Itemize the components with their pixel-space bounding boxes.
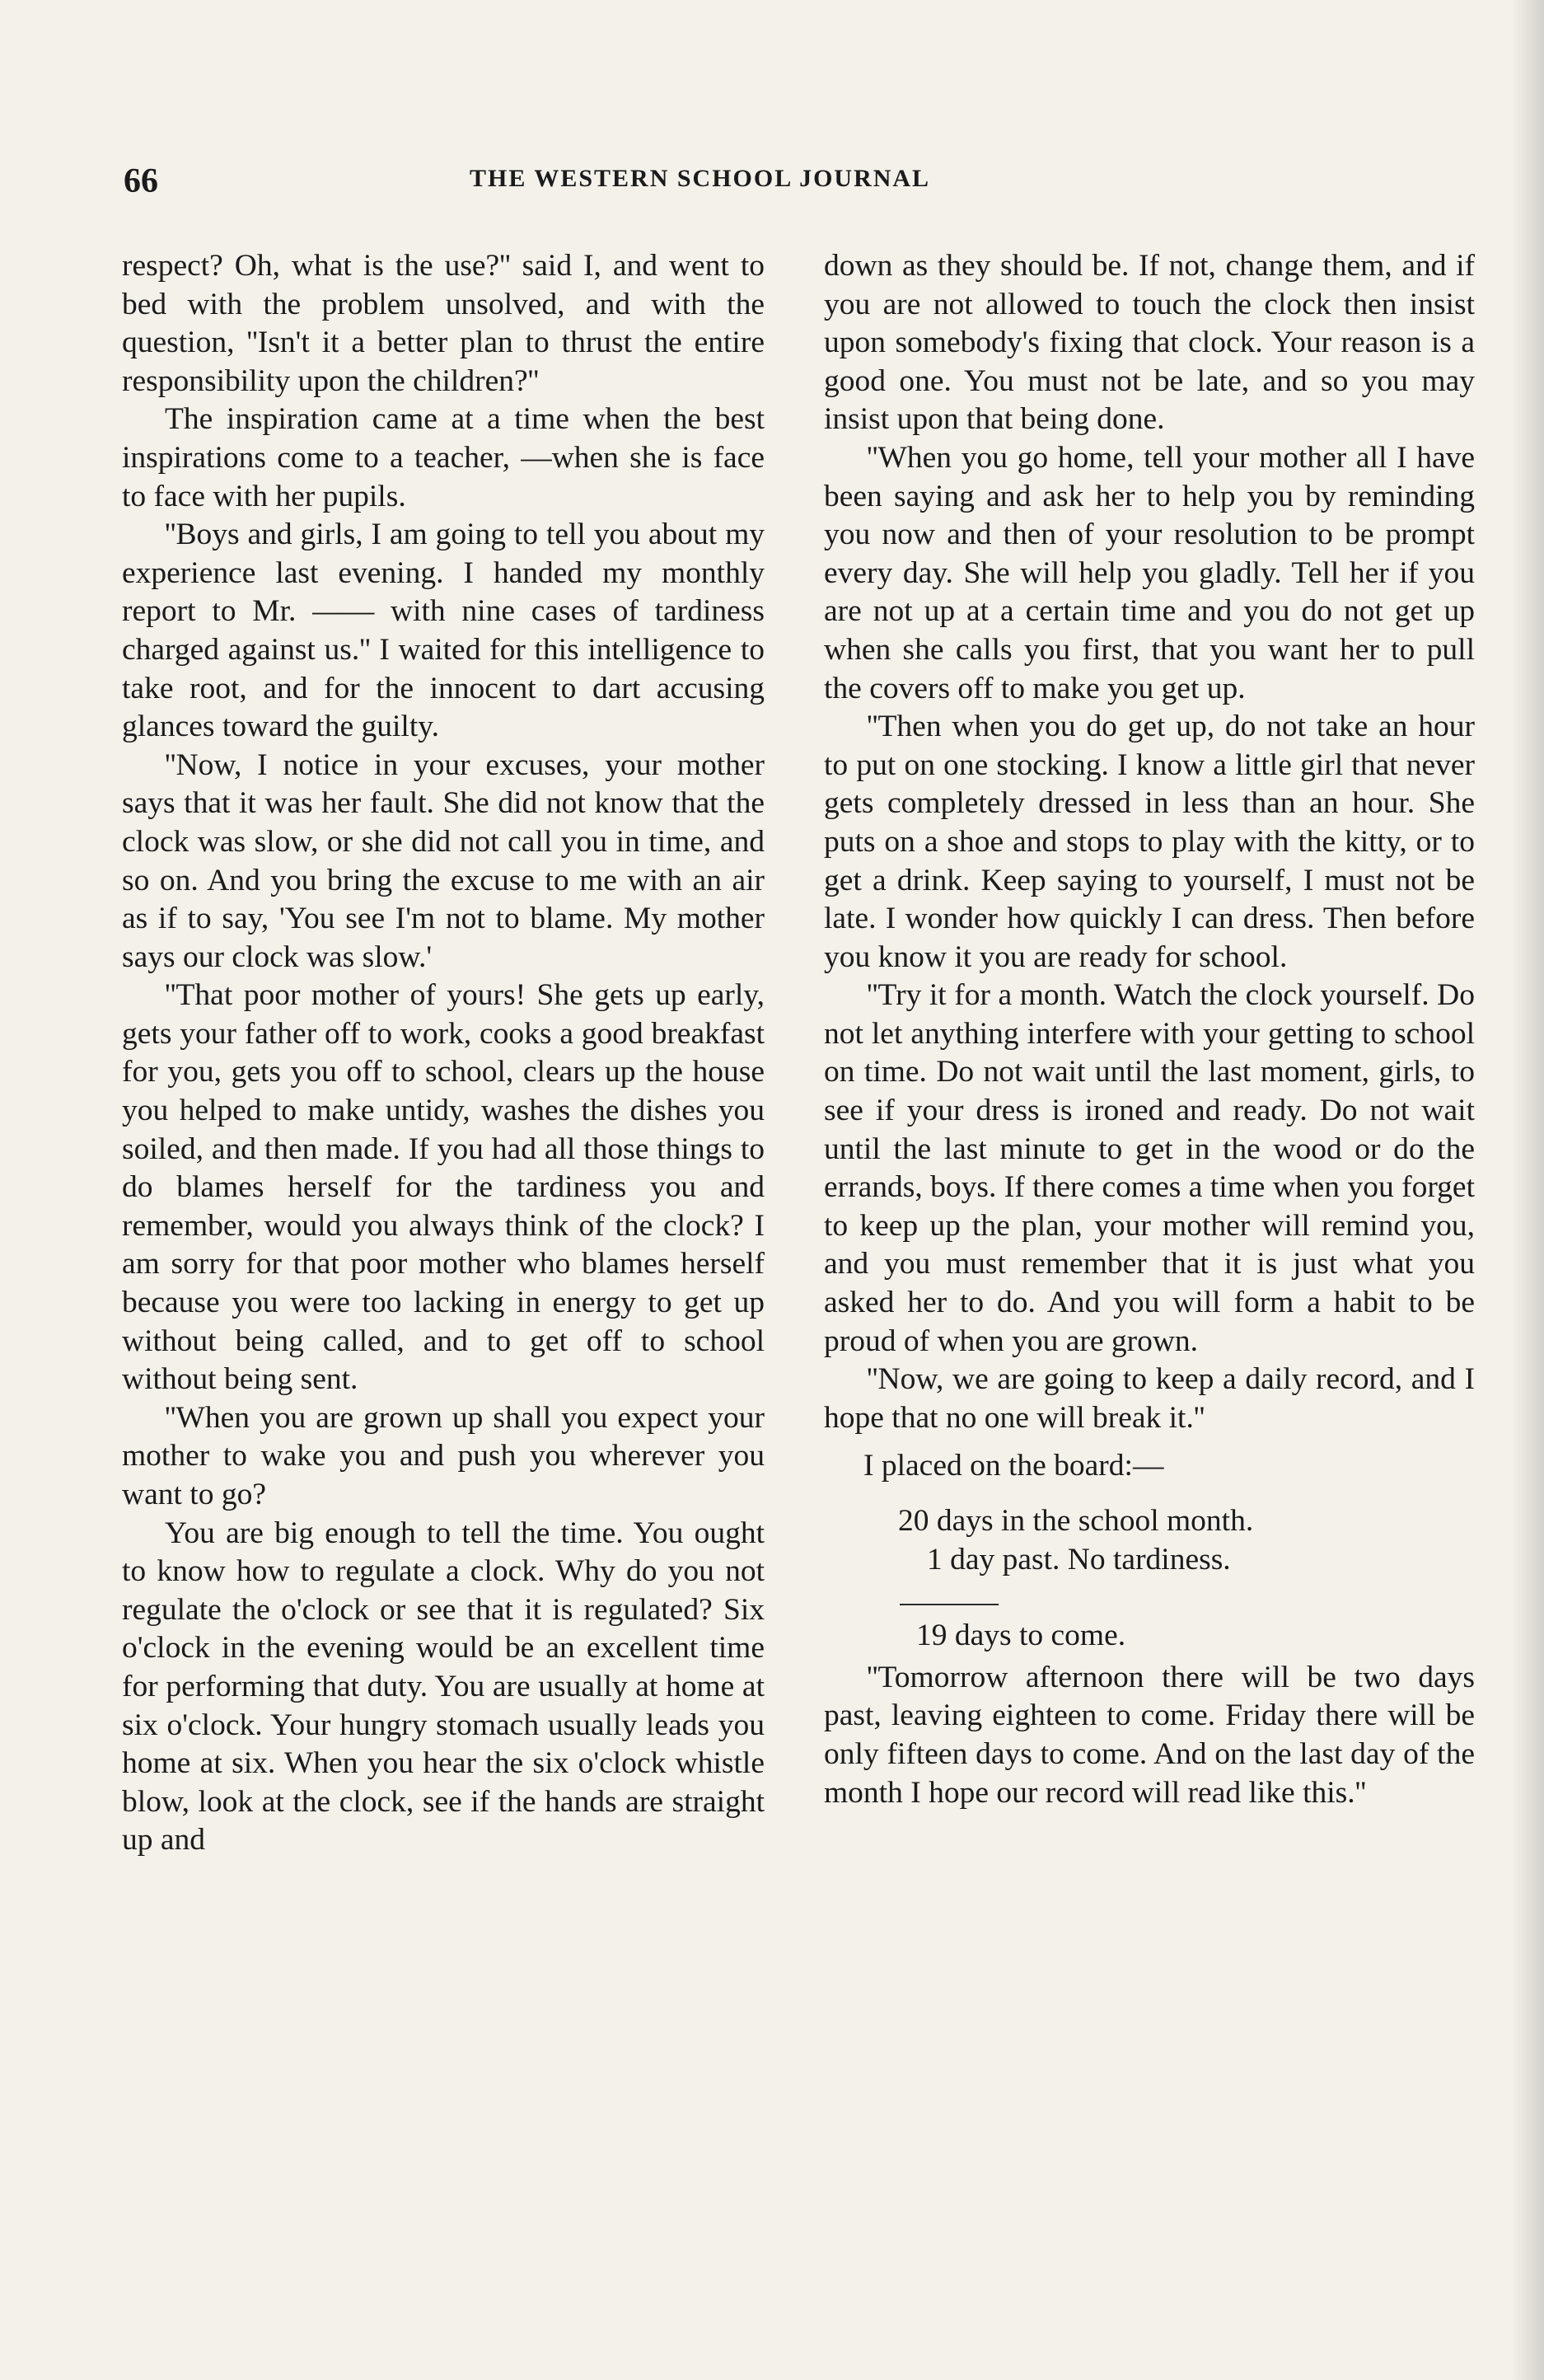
closing-paragraph: ''Tomorrow afternoon there will be two days past, leaving eighteen to come. Friday there will be only fifteen days to come. And on the last day of the month I hope our record will read like this.'' bbox=[824, 1660, 1475, 1810]
board-intro: I placed on the board:— bbox=[863, 1449, 1164, 1483]
page-number: 66 bbox=[124, 162, 158, 200]
paragraph: The inspiration came at a time when the best inspirations come to a teacher, —when she is face to face with her pupils. bbox=[122, 402, 765, 513]
page-edge-shadow bbox=[1511, 0, 1544, 2380]
paragraph: ''Try it for a month. Watch the clock yourself. Do not let anything interfere with your getting to school on time. Do not wait until the last moment, girls, to see if your dress is ironed and ready. Do not wait until the last minute to get in the wood or do the errands, boys. If there comes a time when you forget to keep up the plan, your mother will remind you, and you must remember that it is just what you asked her to do. And you will form a habit to be proud of when you are grown. bbox=[824, 978, 1475, 1358]
page-header bbox=[124, 162, 1055, 211]
paragraph: respect? Oh, what is the use?'' said I, and went to bed with the problem unsolved, and with the question, ''Isn't it a better plan to thrust the entire responsibility upon the children?'' bbox=[122, 249, 765, 398]
paragraph: ''When you are grown up shall you expect your mother to wake you and push you wherever you want to go? bbox=[122, 1400, 765, 1511]
running-title: THE WESTERN SCHOOL JOURNAL bbox=[470, 165, 931, 192]
left-column bbox=[122, 247, 765, 1860]
paragraph: down as they should be. If not, change them, and if you are not allowed to touch the clock then insist upon somebody's fixing that clock. Your reason is a good one. You must not be late, and so you may insist upon that being done. bbox=[824, 249, 1475, 437]
paragraph: ''When you go home, tell your mother all I have been saying and ask her to help you by reminding you now and then of your resolution to be prompt every day. She will help you gladly. Tell her if you are not up at a certain time and you do not get up when she calls you first, that you want her to pull the covers off to make you get up. bbox=[824, 440, 1475, 705]
paragraph: ''Boys and girls, I am going to tell you about my experience last evening. I handed my monthly report to Mr. —— with nine cases of tardiness charged against us.'' I waited for this intelligence to take root, and for the innocent to dart accusing glances toward the guilty. bbox=[122, 518, 765, 744]
board-rule bbox=[900, 1604, 999, 1605]
board-line-month: 20 days in the school month. bbox=[898, 1504, 1254, 1538]
paragraph: ''Now, I notice in your excuses, your mother says that it was her fault. She did not know that the clock was slow, or she did not call you in time, and so on. And you bring the excuse to me with an air as if to say, 'You see I'm not to blame. My mother says our clock was slow.' bbox=[122, 747, 765, 974]
paragraph: ''That poor mother of yours! She gets up early, gets your father off to work, cooks a good breakfast for you, gets you off to school, clears up the house you helped to make untidy, washes the dishes you soiled, and then made. If you had all those things to do blames herself for the tardiness you and remember, would you always think of the clock? I am sorry for that poor mother who blames herself because you were too lacking in energy to get up without being called, and to get off to school without being sent. bbox=[122, 978, 765, 1397]
paragraph: You are big enough to tell the time. You ought to know how to regulate a clock. Why do you not regulate the o'clock or see that it is regulated? Six o'clock in the evening would be an excellent time for performing that duty. You are usually at home at six o'clock. Your hungry stomach usually leads you home at six. When you hear the six o'clock whistle blow, look at the clock, see if the hands are straight up and bbox=[122, 1516, 765, 1858]
board-line-past: 1 day past. No tardiness. bbox=[927, 1542, 1231, 1577]
paragraph: ''Now, we are going to keep a daily record, and I hope that no one will break it.'' bbox=[824, 1362, 1475, 1435]
paragraph: ''Then when you do get up, do not take an hour to put on one stocking. I know a little girl that never gets completely dressed in less than an hour. She puts on a shoe and stops to play with the kitty, or to get a drink. Keep saying to yourself, I must not be late. I wonder how quickly I can dress. Then before you know it you are ready for school. bbox=[824, 710, 1475, 974]
right-column bbox=[824, 247, 1475, 1812]
board-line-to-come: 19 days to come. bbox=[916, 1619, 1126, 1653]
board-record bbox=[824, 1447, 1475, 1655]
